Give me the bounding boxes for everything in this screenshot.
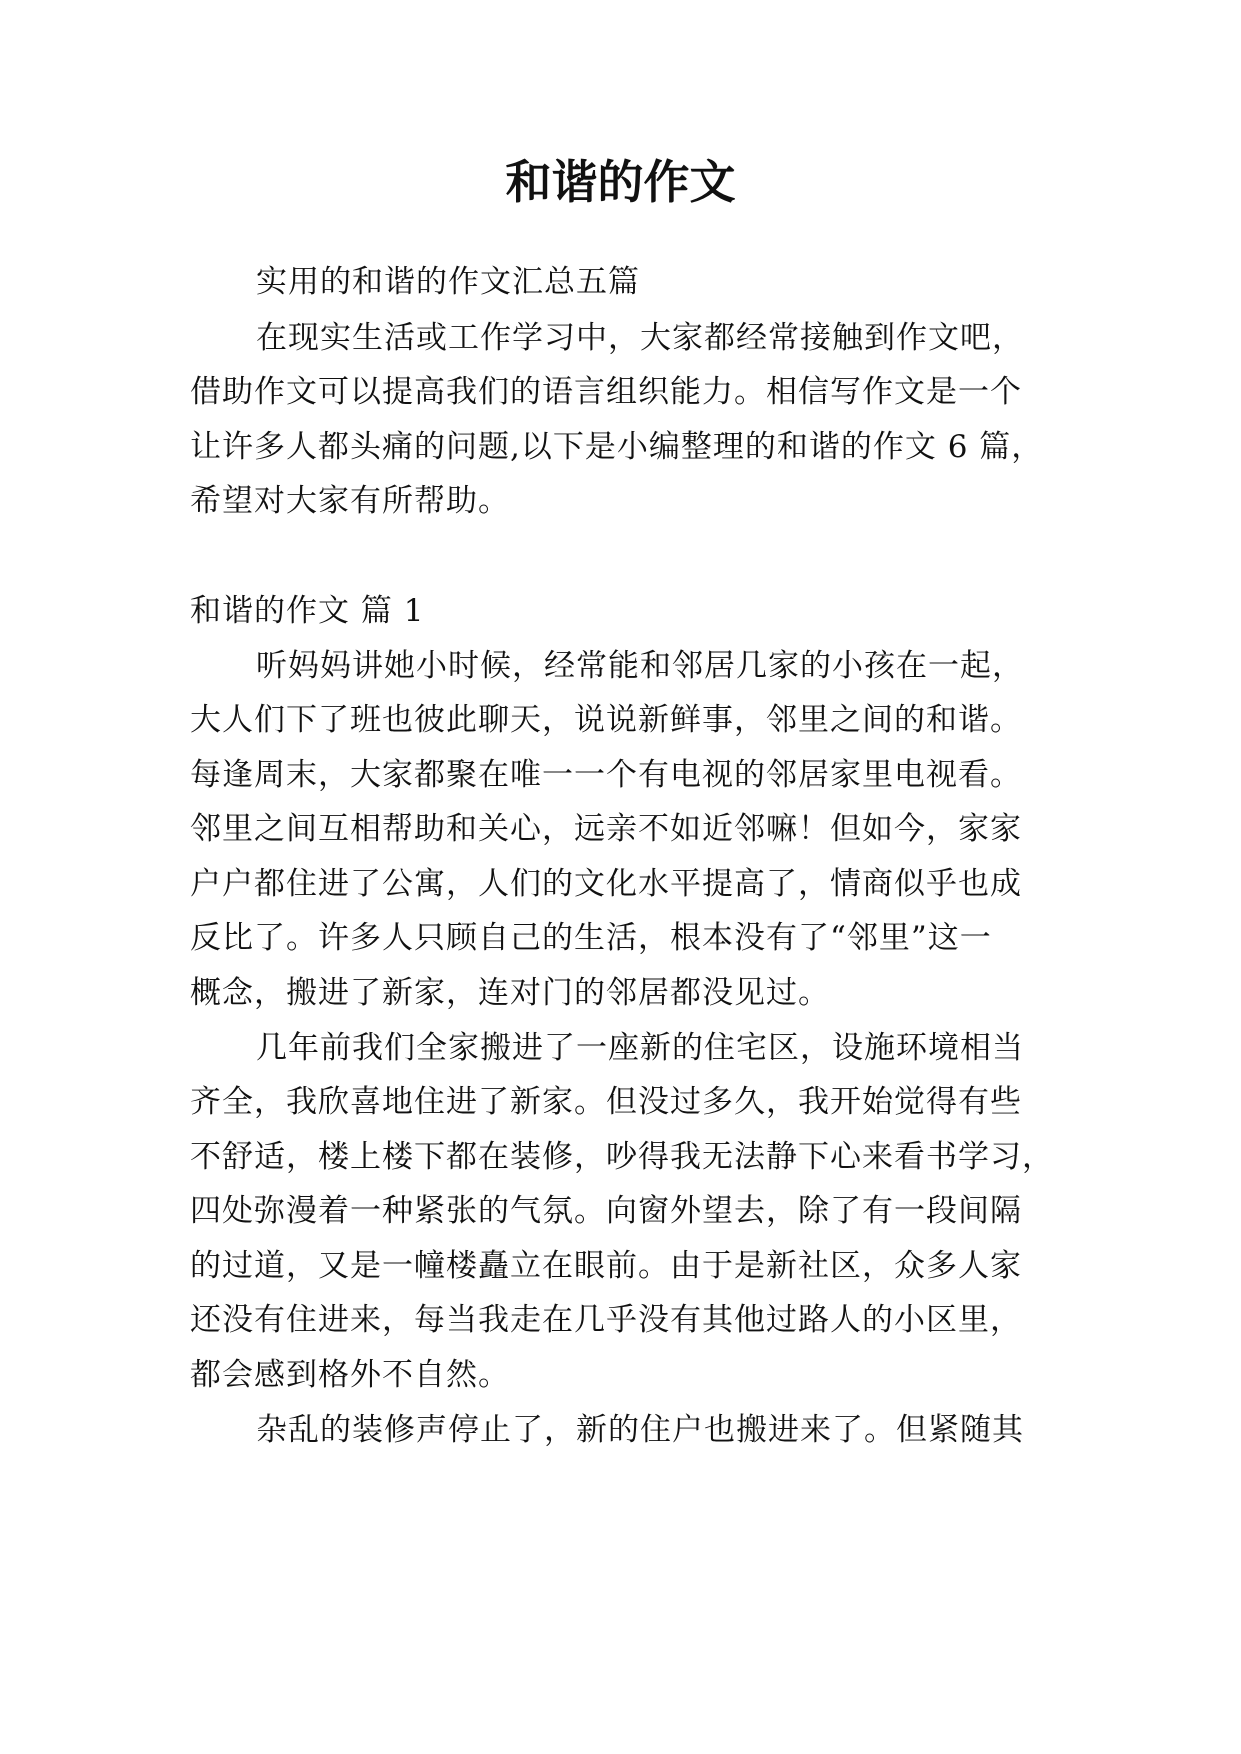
document-title: 和谐的作文 [505, 155, 736, 209]
paragraph-line: 都会感到格外不自然。 [190, 1357, 510, 1393]
intro-line: 让许多人都头痛的问题,以下是小编整理的和谐的作文 6 篇， [190, 429, 1044, 465]
paragraph-line: 邻里之间互相帮助和关心，远亲不如近邻嘛！但如今，家家 [190, 811, 1022, 847]
paragraph-line: 听妈妈讲她小时候，经常能和邻居几家的小孩在一起， [256, 648, 1024, 684]
paragraph-line: 反比了。许多人只顾自己的生活，根本没有了“邻里”这一 [190, 920, 992, 956]
intro-line: 借助作文可以提高我们的语言组织能力。相信写作文是一个 [190, 374, 1022, 410]
paragraph-line: 几年前我们全家搬进了一座新的住宅区，设施环境相当 [256, 1030, 1024, 1066]
paragraph-line: 齐全，我欣喜地住进了新家。但没过多久，我开始觉得有些 [190, 1084, 1022, 1120]
paragraph-line: 大人们下了班也彼此聊天，说说新鲜事，邻里之间的和谐。 [190, 702, 1022, 738]
paragraph-line: 户户都住进了公寓，人们的文化水平提高了，情商似乎也成 [190, 866, 1022, 902]
paragraph-line: 杂乱的装修声停止了，新的住户也搬进来了。但紧随其 [256, 1412, 1024, 1448]
paragraph-line: 概念，搬进了新家，连对门的邻居都没见过。 [190, 975, 830, 1011]
paragraph-line: 不舒适，楼上楼下都在装修，吵得我无法静下心来看书学习， [190, 1139, 1054, 1175]
intro-line: 在现实生活或工作学习中，大家都经常接触到作文吧， [256, 320, 1024, 356]
paragraph-line: 的过道，又是一幢楼矗立在眼前。由于是新社区，众多人家 [190, 1248, 1022, 1284]
paragraph-line: 每逢周末，大家都聚在唯一一个有电视的邻居家里电视看。 [190, 757, 1022, 793]
paragraph-line: 还没有住进来，每当我走在几乎没有其他过路人的小区里， [190, 1302, 1022, 1338]
intro-subtitle: 实用的和谐的作文汇总五篇 [256, 264, 640, 300]
section-heading: 和谐的作文 篇 1 [190, 593, 425, 629]
paragraph-line: 四处弥漫着一种紧张的气氛。向窗外望去，除了有一段间隔 [190, 1193, 1022, 1229]
intro-line: 希望对大家有所帮助。 [190, 483, 510, 519]
